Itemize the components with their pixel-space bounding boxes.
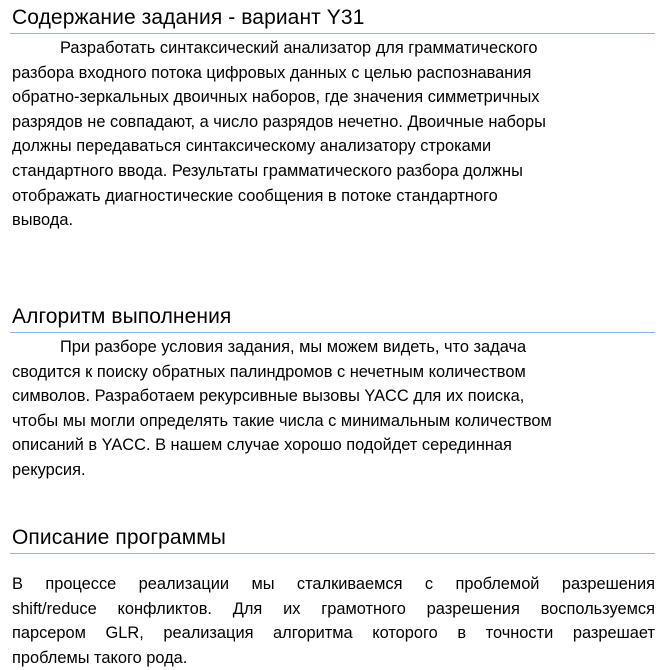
text-line: сводится к поиску обратных палиндромов с нечетным количеством bbox=[12, 362, 526, 381]
section-body-program bbox=[12, 572, 655, 670]
section-heading-algorithm: Алгоритм выполнения bbox=[12, 305, 232, 328]
text-line: разрядов не совпадают, а число разрядов нечетно. Двоичные наборы bbox=[12, 112, 546, 131]
section-heading-program: Описание программы bbox=[12, 526, 226, 549]
text-line: отображать диагностические сообщения в потоке стандартного bbox=[12, 186, 498, 205]
text-line: Разработать синтаксический анализатор для грамматического bbox=[60, 39, 538, 57]
text-line: описаний в YACC. В нашем случае хорошо подойдет серединная bbox=[12, 436, 512, 455]
text-line: вывода. bbox=[12, 211, 74, 230]
text-line: стандартного ввода. Результаты грамматического разбора должны bbox=[12, 161, 523, 180]
text-line: символов. Разработаем рекурсивные вызовы YACC для их поиска, bbox=[12, 387, 525, 406]
section-rule-task bbox=[10, 33, 655, 34]
text-line: обратно-зеркальных двоичных наборов, где значения симметричных bbox=[12, 88, 540, 107]
section-body-task bbox=[12, 36, 652, 233]
section-rule-algorithm bbox=[10, 332, 655, 333]
text-line: должны передаваться синтаксическому анализатору строками bbox=[12, 137, 492, 156]
section-body-algorithm bbox=[12, 335, 652, 483]
text-line: разбора входного потока цифровых данных с целью распознавания bbox=[12, 63, 532, 82]
text-line: рекурсия. bbox=[12, 460, 86, 479]
text-line: парсером GLR, реализация алгоритма которого в точности разрешает bbox=[12, 624, 655, 643]
text-line: shift/reduce конфликтов. Для их грамотного разрешения воспользуемся bbox=[12, 599, 655, 618]
section-rule-program bbox=[10, 553, 655, 554]
section-heading-task: Содержание задания - вариант Y31 bbox=[12, 6, 365, 29]
text-line: чтобы мы могли определять такие числа с минимальным количеством bbox=[12, 411, 552, 430]
text-line: проблемы такого рода. bbox=[12, 648, 188, 667]
text-line: При разборе условия задания, мы можем видеть, что задача bbox=[60, 338, 527, 356]
text-line: В процессе реализации мы сталкиваемся с проблемой разрешения bbox=[12, 575, 655, 593]
